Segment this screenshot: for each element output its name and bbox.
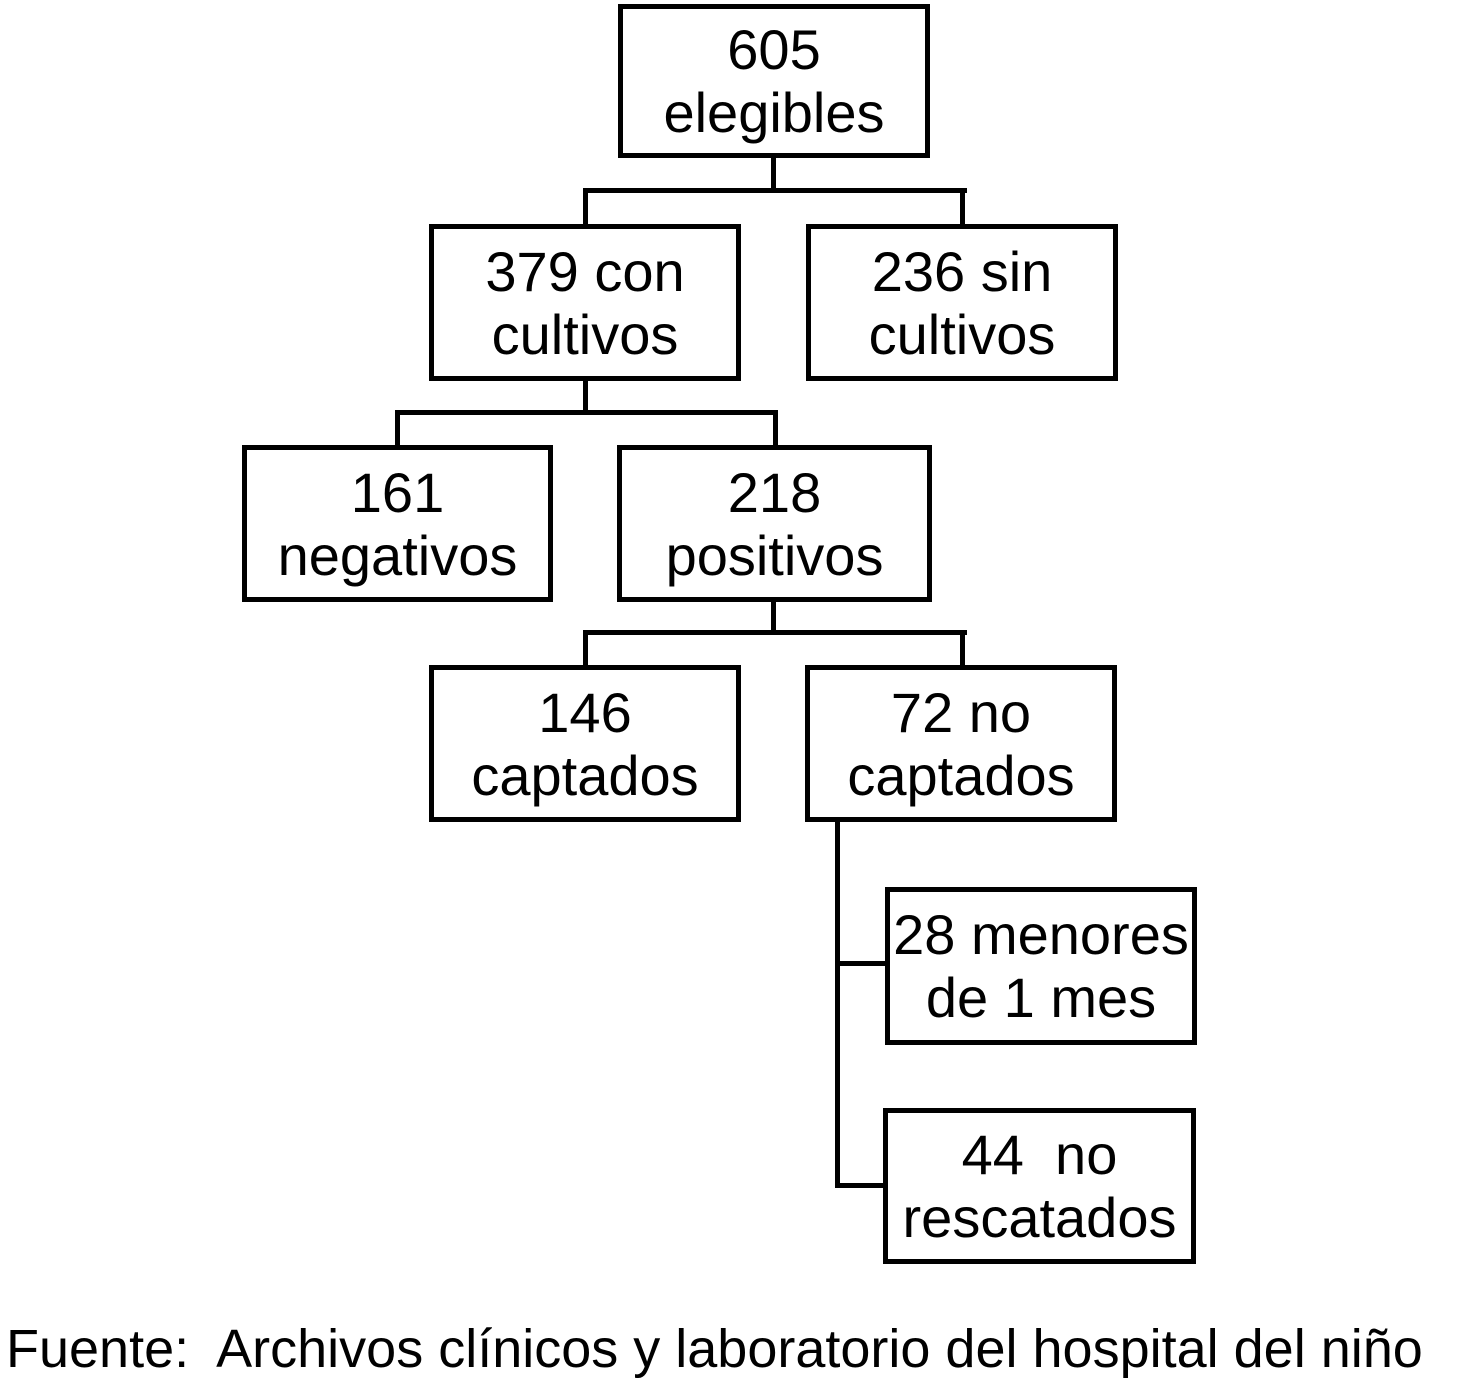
node-218-positivos — [617, 445, 932, 602]
node-line: negativos — [277, 523, 518, 587]
node-line: 605 — [727, 18, 821, 81]
node-161-negativos — [242, 445, 553, 602]
node-28-menores-de-1-mes — [885, 887, 1197, 1045]
node-line: elegibles — [663, 81, 885, 144]
node-line: cultivos — [491, 302, 679, 366]
node-236-sin-cultivos — [806, 224, 1118, 381]
node-146-captados — [429, 665, 741, 822]
node-72-no-captados — [805, 665, 1117, 822]
node-line: positivos — [665, 523, 884, 587]
node-line: cultivos — [868, 302, 1056, 366]
node-line: 72 no — [890, 680, 1032, 744]
node-line: captados — [471, 743, 699, 807]
connector-no-captados-trunk — [835, 819, 840, 1188]
connector-drop-con-cultivos — [583, 193, 588, 224]
connector-drop-sin-cultivos — [960, 193, 965, 224]
connector-stub-menores-1-mes — [835, 961, 885, 966]
node-line: 236 sin — [871, 239, 1053, 303]
connector-drop-no-captados — [960, 635, 965, 665]
node-line: 218 — [727, 460, 822, 524]
connector-positivos-bar — [583, 630, 967, 635]
connector-stub-no-rescatados — [835, 1183, 883, 1188]
node-605-elegibles — [618, 4, 930, 158]
node-379-con-cultivos — [429, 224, 741, 381]
node-line: 44 no — [961, 1123, 1118, 1186]
connector-drop-captados — [583, 635, 588, 665]
connector-drop-negativos — [395, 415, 400, 445]
node-line: captados — [847, 743, 1075, 807]
node-line: 28 menores — [893, 903, 1189, 966]
connector-con-cultivos-bar — [395, 410, 778, 415]
node-line: de 1 mes — [925, 966, 1157, 1029]
connector-drop-positivos — [773, 415, 778, 445]
node-line: 379 con — [485, 239, 685, 303]
node-line: 146 — [538, 680, 632, 744]
node-line: 161 — [350, 460, 445, 524]
node-44-no-rescatados — [883, 1108, 1196, 1264]
node-line: rescatados — [902, 1186, 1177, 1249]
connector-elegibles-bar — [583, 188, 967, 193]
source-note: Fuente: Archivos clínicos y laboratorio del hospital del niño — [6, 1319, 1423, 1379]
